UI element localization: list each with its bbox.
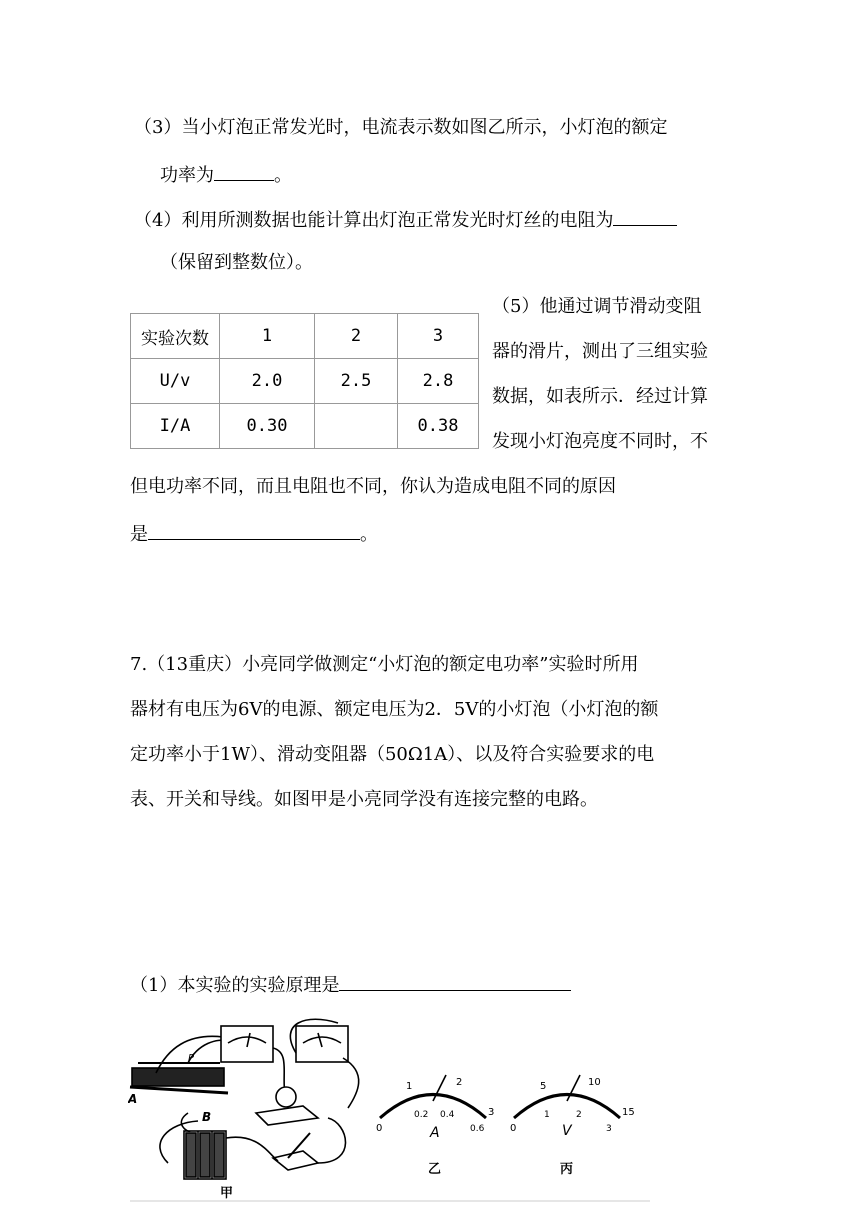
table-row <box>131 314 479 359</box>
q7-line: 器材有电压为6V的电源、额定电压为2．5V的小灯泡（小灯泡的额 <box>130 699 659 720</box>
q4-line1 <box>134 207 677 232</box>
ammeter-tick: 1 <box>406 1081 413 1092</box>
voltmeter-tick: 10 <box>588 1077 601 1088</box>
ammeter-tick: 0.2 <box>414 1110 429 1120</box>
table-cell: 2 <box>315 314 398 359</box>
q5-line6-prefix: 是 <box>130 524 148 545</box>
caption-jia: 甲 <box>220 1186 234 1201</box>
voltmeter-tick: 0 <box>510 1123 517 1134</box>
q4-line2: （保留到整数位）。 <box>160 252 313 273</box>
q4-line1-prefix: （4）利用所测数据也能计算出灯泡正常发光时灯丝的电阻为 <box>134 210 614 231</box>
label-p: P <box>188 1053 195 1064</box>
ammeter-tick: 2 <box>456 1077 463 1088</box>
voltmeter-symbol: V <box>562 1123 572 1139</box>
q7-1-line <box>130 972 571 997</box>
q3-line2-suffix: 。 <box>274 165 292 186</box>
lamp-board <box>256 1106 318 1125</box>
rheostat-coil <box>132 1068 224 1086</box>
voltmeter-tick: 1 <box>544 1110 550 1120</box>
table-row <box>131 359 479 404</box>
q5-answer-blank[interactable] <box>148 521 360 540</box>
q5-line5: 但电功率不同，而且电阻也不同，你认为造成电阻不同的原因 <box>130 476 616 497</box>
label-a: A <box>128 1092 138 1106</box>
circuit-figure <box>128 1013 652 1203</box>
table-cell: 0.30 <box>220 404 315 449</box>
voltmeter-tick: 3 <box>606 1124 612 1134</box>
ammeter-dial-scale <box>380 1095 486 1119</box>
voltmeter-tick: 5 <box>540 1081 547 1092</box>
lamp-bulb <box>276 1087 296 1107</box>
table-cell[interactable] <box>315 404 398 449</box>
q7-1-answer-blank[interactable] <box>339 972 571 991</box>
table-cell: I/A <box>131 404 220 449</box>
voltmeter-end: 15 <box>622 1107 635 1118</box>
q5-side-line: 数据，如表所示．经过计算 <box>492 386 708 407</box>
table-cell: 2.5 <box>315 359 398 404</box>
q5-side-line: 发现小灯泡亮度不同时，不 <box>492 431 708 452</box>
table-cell: 2.0 <box>220 359 315 404</box>
q5-line6-suffix: 。 <box>360 524 378 545</box>
q4-answer-blank[interactable] <box>613 207 677 226</box>
data-table <box>130 313 479 449</box>
q3-line2 <box>160 162 292 187</box>
q7-line: 定功率小于1W）、滑动变阻器（50Ω1A）、以及符合实验要求的电 <box>130 744 655 765</box>
q3-line2-prefix: 功率为 <box>160 165 214 186</box>
ammeter-end: 3 <box>488 1107 495 1118</box>
table-cell: 3 <box>398 314 479 359</box>
q5-side-line: （5）他通过调节滑动变阻 <box>492 296 702 317</box>
q5-side-line: 器的滑片，测出了三组实验 <box>492 341 708 362</box>
ammeter-tick: 0.4 <box>440 1110 455 1120</box>
ammeter-symbol: A <box>430 1125 440 1141</box>
label-b: B <box>202 1110 212 1124</box>
q7-1-prefix: （1）本实验的实验原理是 <box>130 975 340 996</box>
table-cell: 0.38 <box>398 404 479 449</box>
ammeter-tick: 0.6 <box>470 1124 485 1134</box>
q3-line1: （3）当小灯泡正常发光时，电流表示数如图乙所示，小灯泡的额定 <box>134 117 668 138</box>
ammeter-tick: 0 <box>376 1123 383 1134</box>
q5-line6 <box>130 521 378 546</box>
table-cell: 2.8 <box>398 359 479 404</box>
circuit-switch <box>273 1151 318 1170</box>
caption-yi: 乙 <box>428 1162 442 1177</box>
q7-line: 表、开关和导线。如图甲是小亮同学没有连接完整的电路。 <box>130 789 598 810</box>
table-cell: 实验次数 <box>131 314 220 359</box>
circuit-voltmeter <box>296 1026 348 1062</box>
voltmeter-tick: 2 <box>576 1110 582 1120</box>
q3-answer-blank[interactable] <box>214 162 274 181</box>
caption-bing: 丙 <box>560 1162 574 1177</box>
table-cell: U/v <box>131 359 220 404</box>
table-row <box>131 404 479 449</box>
table-cell: 1 <box>220 314 315 359</box>
voltmeter-dial-scale <box>514 1095 620 1119</box>
q7-line: 7.（13重庆）小亮同学做测定“小灯泡的额定电功率”实验时所用 <box>130 654 639 675</box>
